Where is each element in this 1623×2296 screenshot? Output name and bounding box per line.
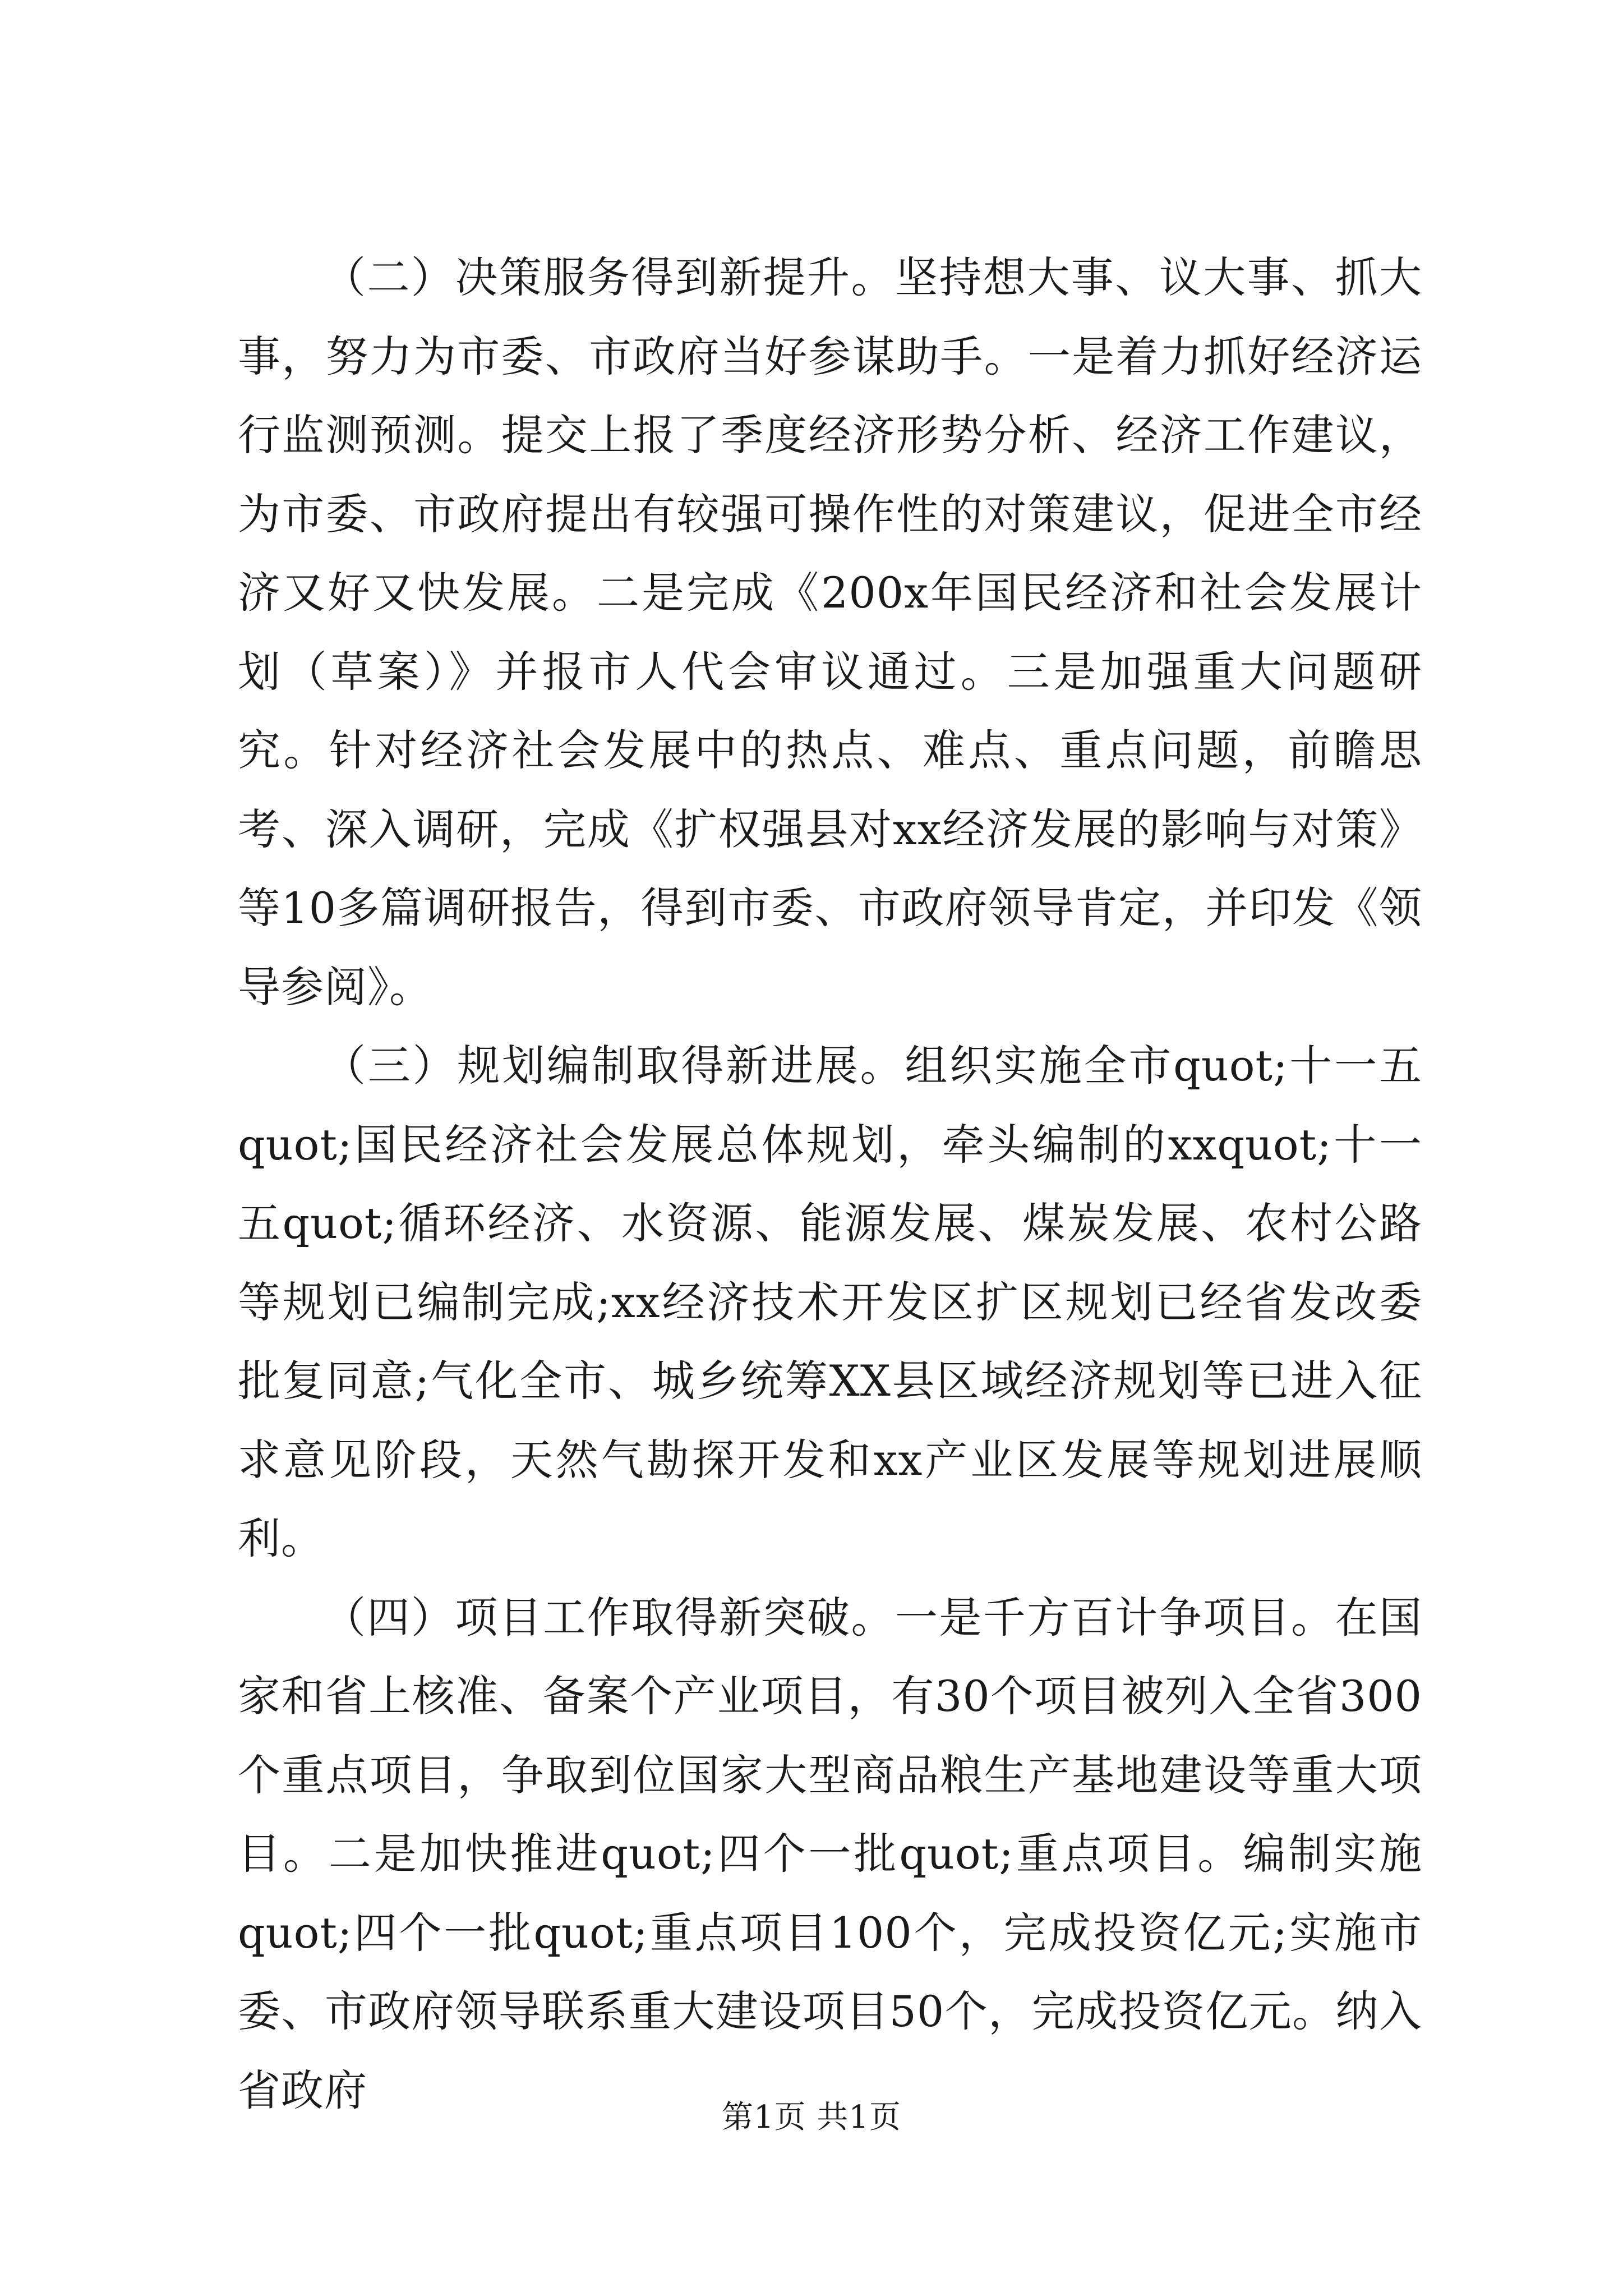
- document-body: [238, 238, 1422, 2130]
- page-number: 第1页 共1页: [721, 2099, 902, 2136]
- paragraph-decision-service: （二）决策服务得到新提升。坚持想大事、议大事、抓大事，努力为市委、市政府当好参谋助手。一是着力抓好经济运行监测预测。提交上报了季度经济形势分析、经济工作建议，为市委、市政府提出有较强可操作性的对策建议，促进全市经济又好又快发展。二是完成《200x年国民经济和社会发展计划（草案）》并报市人代会审议通过。三是加强重大问题研究。针对经济社会发展中的热点、难点、重点问题，前瞻思考、深入调研，完成《扩权强县对xx经济发展的影响与对策》等10多篇调研报告，得到市委、市政府领导肯定，并印发《领导参阅》。: [238, 252, 1422, 1012]
- paragraph-projects: （四）项目工作取得新突破。一是千方百计争项目。在国家和省上核准、备案个产业项目，有30个项目被列入全省300个重点项目，争取到位国家大型商品粮生产基地建设等重大项目。二是加快推进quot;四个一批quot;重点项目。编制实施quot;四个一批quot;重点项目100个，完成投资亿元;实施市委、市政府领导联系重大建设项目50个，完成投资亿元。纳入省政府: [238, 1592, 1422, 2115]
- paragraph-planning: （三）规划编制取得新进展。组织实施全市quot;十一五quot;国民经济社会发展总体规划，牵头编制的xxquot;十一五quot;循环经济、水资源、能源发展、煤炭发展、农村公路等规划已编制完成;xx经济技术开发区扩区规划已经省发改委批复同意;气化全市、城乡统筹XX县区域经济规划等已进入征求意见阶段，天然气勘探开发和xx产业区发展等规划进展顺利。: [238, 1041, 1422, 1563]
